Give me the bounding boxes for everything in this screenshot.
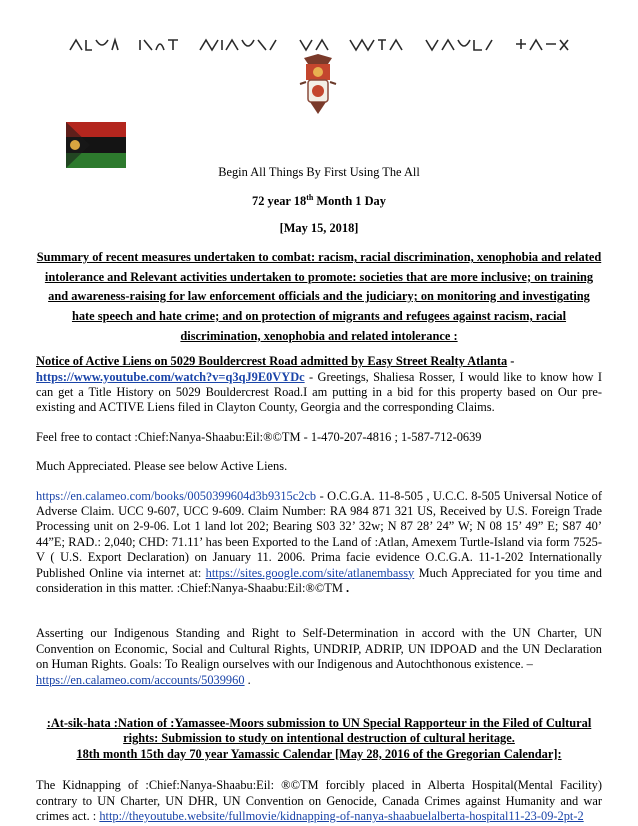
- calameo-book-link[interactable]: https://en.calameo.com/books/0050399604d3b9315c2cb: [36, 488, 317, 503]
- summary-text: Summary of recent measures undertaken to combat: racism, racial discrimination, xenophobia and related intolerance and Relevant activities undertaken to promote: societies that are more inclusive; on training and awareness-raising for law enforcement officials and the judiciary; on monitoring and investigating hate speech and hate crime; and on protection of migrants and refugees against racism, racial discrimination, xenophobia and related intolerance :: [36, 250, 602, 343]
- lien-end: .: [345, 580, 350, 595]
- intro-month: Month 1 Day: [313, 194, 386, 209]
- asserting-paragraph: [36, 626, 602, 688]
- asserting-text: Asserting our Indigenous Standing and Right to Self-Determination in accord with the UN Charter, UN Convention on Economic, Social and Cultural Rights, UNDRIP, ADRIP, UN IDPOAD and the UN Declaration on Human Rights. Goals: To Realign ourselves with our Indigenous and Autochthonous existence. –: [36, 626, 602, 672]
- notice-text: - Greetings, Shaliesa Rosser, I would like to know how I can get a Title History on 5029 Bouldercrest Road.I am putting in a bid for this property based on Our pre-existing and ACTIVE Liens filed in Clayton County, Georgia and the corresponding Claims.: [36, 369, 602, 415]
- notice-dash: -: [507, 354, 515, 369]
- intro-year: 72 year 18: [252, 194, 307, 209]
- intro-line: Begin All Things By First Using The All: [218, 165, 420, 179]
- kidnapping-paragraph: [36, 778, 602, 824]
- youtube-link[interactable]: https://www.youtube.com/watch?v=q3qJ9E0VYDc: [36, 369, 305, 384]
- lien-paragraph: [36, 489, 602, 597]
- atlan-embassy-link[interactable]: https://sites.google.com/site/atlanembassy: [205, 565, 415, 580]
- glyph-script-banner-icon: [60, 34, 580, 56]
- kidnapping-video-link[interactable]: http://theyoutube.website/fullmovie/kidnapping-of-nanya-shaabuelalberta-hospital11-23-09-2pt-2: [99, 809, 584, 824]
- summary-heading: [36, 248, 602, 346]
- intro-ordinal: th: [306, 193, 314, 202]
- tribal-seal-emblem-icon: [298, 54, 338, 116]
- notice-paragraph: [36, 354, 602, 416]
- contact-line: Feel free to contact :Chief:Nanya-Shaabu:Eil:®©TM - 1-470-207-4816 ; 1-587-712-0639: [36, 429, 482, 444]
- notice-heading: Notice of Active Liens on 5029 Bouldercrest Road admitted by Easy Street Realty Atlanta: [36, 354, 508, 369]
- submission-heading: :At-sik-hata :Nation of :Yamassee-Moors submission to UN Special Rapporteur in the Filed of Cultural rights: Submission to study on intentional destruction of cultural heritage.: [46, 716, 592, 746]
- lien-text: - O.C.G.A. 11-8-505 , U.C.C. 8-505 Universal Notice of Adverse Claim. UCC 9-607, UCC 9-609. Claim Number: RA 984 871 321 US, Received by U.S. Foreign Trade Processing unit on 2-9-06. Lot 1 land lot 202; Bearing S03 32’ 32w; N 87 28’ 24” W; N 08 15’ 49” E; S87 40’ 44”E; RAD.: 2,040; CHD: 71.11’ has been Exported to the Land of :Atlan, Amexem Turtle-Island via form 7525-V ( U.S. Export Declaration) on January 11. 2006. Prima facie evidence O.C.G.A. 11-1-202 Internationally Published Online via internet at:: [36, 488, 602, 580]
- intro-date-line: [36, 193, 602, 209]
- kidnapping-text: The Kidnapping of :Chief:Nanya-Shaabu:Eil: ®©TM forcibly placed in Alberta Hospital(Mental Facility) contrary to UN Charter, UN DHR, UN Convention on Genocide, Canada Crimes against Humanity and war crimes act. :: [36, 778, 602, 824]
- document-date: [May 15, 2018]: [279, 221, 359, 236]
- calameo-account-link[interactable]: https://en.calameo.com/accounts/5039960: [36, 672, 245, 687]
- lien-text-2: Much Appreciated for you time and consideration in this matter. :Chief:Nanya-Shaabu:Eil:®©TM: [36, 565, 602, 595]
- red-black-green-flag-icon: [66, 122, 126, 168]
- document-body: [36, 163, 602, 824]
- asserting-end: .: [244, 672, 251, 687]
- appreciation-line: Much Appreciated. Please see below Active Liens.: [36, 459, 288, 474]
- submission-date: 18th month 15th day 70 year Yamassic Calendar [May 28, 2016 of the Gregorian Calendar]:: [76, 746, 562, 761]
